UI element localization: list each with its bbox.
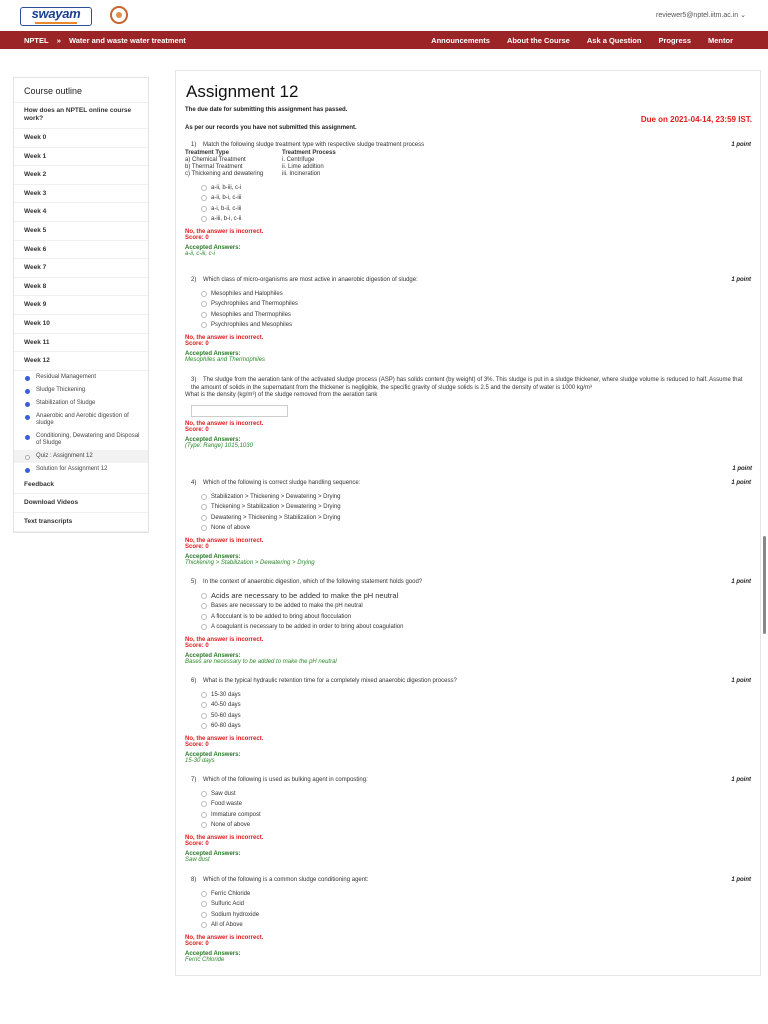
user-menu[interactable]: reviewer5@nptel.iitm.ac.in ⌄ (655, 12, 746, 19)
sidebar-item-week-6[interactable]: Week 6 (14, 241, 148, 260)
answer-option[interactable]: None of above (185, 523, 751, 534)
sidebar-item-week-0[interactable]: Week 0 (14, 129, 148, 148)
question-points: 1 point (731, 480, 751, 486)
question-3 (185, 377, 751, 450)
breadcrumb-course[interactable]: Water and waste water treatment (68, 36, 186, 45)
sidebar-item-week-3[interactable]: Week 3 (14, 185, 148, 204)
answer-option[interactable]: Stabilization > Thickening > Dewatering > Drying (185, 492, 751, 503)
question-points: 1 point (732, 466, 752, 472)
not-submitted-note: As per our records you have not submitted this assignment. (185, 125, 357, 131)
accepted-answers-label: Accepted Answers: (185, 244, 241, 251)
question-points: 1 point (731, 579, 751, 585)
answer-option[interactable]: Sodium hydroxide (185, 910, 751, 921)
incorrect-feedback: No, the answer is incorrect. (185, 228, 264, 235)
nav-links (431, 36, 733, 45)
accepted-answers-label: Accepted Answers: (185, 950, 241, 957)
logo-underline (35, 22, 77, 24)
answer-input[interactable] (191, 405, 288, 417)
answer-option[interactable]: 60-80 days (185, 721, 751, 732)
question-points: 1 point (731, 777, 751, 783)
sidebar-item-week-10[interactable]: Week 10 (14, 315, 148, 334)
incorrect-feedback: No, the answer is incorrect. (185, 636, 264, 643)
score-text: Score: 0 (185, 643, 209, 650)
accepted-answer: Saw dust (185, 857, 210, 864)
accepted-answers-label: Accepted Answers: (185, 850, 241, 857)
sidebar-item-faq[interactable]: How does an NPTEL online course work? (14, 103, 148, 129)
accepted-answer: 15-30 days (185, 758, 215, 765)
incorrect-feedback: No, the answer is incorrect. (185, 834, 264, 841)
score-text: Score: 0 (185, 341, 209, 348)
table-cell: c) Thickening and dewatering (185, 170, 264, 177)
answer-option[interactable]: A coagulant is necessary to be added in order to bring about coagulation (185, 622, 751, 633)
accepted-answers-label: Accepted Answers: (185, 350, 241, 357)
sidebar-item-week-9[interactable]: Week 9 (14, 296, 148, 315)
answer-option[interactable]: a-i, b-ii, c-iii (185, 204, 751, 215)
table-cell: i. Centrifuge (282, 156, 315, 163)
answer-option[interactable]: All of Above (185, 920, 751, 931)
sidebar-item-download-videos[interactable]: Download Videos (14, 494, 148, 513)
sidebar-unit-residual-management[interactable]: Residual Management (14, 371, 148, 384)
answer-option[interactable]: a-ii, b-iii, c-i (185, 183, 751, 194)
answer-option[interactable]: Bases are necessary to be added to make the pH neutral (185, 601, 751, 612)
answer-option[interactable]: 50-60 days (185, 711, 751, 722)
question-4 (185, 480, 751, 567)
accepted-answers-label: Accepted Answers: (185, 553, 241, 560)
answer-option[interactable]: Food waste (185, 799, 751, 810)
question-text: 3) The sludge from the aeration tank of the activated sludge process (ASP) has solids content (by weight) of 3%. This sludge is put in a sludge thickener, where sludge volume is reduced to half. Assume that the amount of solids in the supernatant from the thickener is negligible, the specific gravity of sludge solids is 2.5 and the density of water is 1000 kg/m³ (191, 377, 743, 391)
incorrect-feedback: No, the answer is incorrect. (185, 735, 264, 742)
answer-option[interactable]: a-iii, b-i, c-ii (185, 214, 751, 225)
answer-option[interactable]: Psychrophiles and Mesophiles (185, 320, 751, 331)
accepted-answer: Bases are necessary to be added to make the pH neutral (185, 659, 337, 666)
answer-option[interactable]: Mesophiles and Thermophiles (185, 310, 751, 321)
accepted-answers-label: Accepted Answers: (185, 652, 241, 659)
sidebar-unit-conditioning[interactable]: Conditioning, Dewatering and Disposal of Sludge (14, 430, 148, 450)
due-passed-note: The due date for submitting this assignment has passed. (185, 107, 348, 113)
sidebar-unit-quiz-assignment-12[interactable]: Quiz : Assignment 12 (14, 450, 148, 463)
question-text: 5) In the context of anaerobic digestion, which of the following statement holds good? (191, 579, 423, 585)
nav-progress[interactable]: Progress (658, 36, 691, 45)
question-text: 1) Match the following sludge treatment type with respective sludge treatment process (191, 142, 425, 148)
question-2 (185, 277, 751, 364)
question-text: 2) Which class of micro-organisms are most active in anaerobic digestion of sludge: (191, 277, 418, 283)
accepted-answer: (Type: Range) 1015,1030 (185, 443, 253, 449)
accepted-answer: a-ii, c-iii, c-i (185, 251, 215, 258)
match-table (185, 150, 751, 178)
page-scrollbar[interactable] (763, 536, 766, 634)
score-text: Score: 0 (185, 742, 209, 749)
sidebar-item-week-8[interactable]: Week 8 (14, 278, 148, 297)
answer-option[interactable]: Thickening > Stabilization > Dewatering > Drying (185, 502, 751, 513)
nav-announcements[interactable]: Announcements (431, 36, 490, 45)
question-text: 4) Which of the following is correct sludge handling sequence: (191, 480, 361, 486)
answer-option[interactable]: Dewatering > Thickening > Stabilization > Drying (185, 513, 751, 524)
accepted-answer: Thickening > Stabilization > Dewatering > Drying (185, 560, 315, 567)
sidebar-heading: Course outline (14, 78, 148, 103)
answer-option[interactable]: Immature compost (185, 810, 751, 821)
sidebar-unit-sludge-thickening[interactable]: Sludge Thickening (14, 384, 148, 397)
question-5 (185, 579, 751, 666)
nav-about-course[interactable]: About the Course (506, 36, 570, 45)
score-text: Score: 0 (185, 235, 209, 242)
answer-option[interactable]: Acids are necessary to be added to make the pH neutral (185, 591, 751, 602)
swayam-logo-text: swayam (31, 6, 81, 21)
answer-option[interactable]: 40-50 days (185, 700, 751, 711)
answer-option[interactable]: a-ii, b-i, c-iii (185, 193, 751, 204)
score-text: Score: 0 (185, 544, 209, 551)
sidebar-item-week-4[interactable]: Week 4 (14, 203, 148, 222)
table-header: Treatment Process (282, 149, 336, 156)
breadcrumb (24, 36, 192, 45)
answer-option[interactable]: Ferric Chloride (185, 889, 751, 900)
accepted-answer: Mesophiles and Thermophiles (185, 357, 266, 364)
table-cell: a) Chemical Treatment (185, 156, 246, 163)
answer-option[interactable]: Psychrophiles and Thermophiles (185, 299, 751, 310)
sidebar-item-week-2[interactable]: Week 2 (14, 166, 148, 185)
nav-mentor[interactable]: Mentor (708, 36, 733, 45)
answer-option[interactable]: Mesophiles and Halophiles (185, 289, 751, 300)
sidebar-item-week-1[interactable]: Week 1 (14, 148, 148, 167)
page-title: Assignment 12 (186, 82, 299, 101)
question-points: 1 point (731, 678, 751, 684)
course-navbar (0, 31, 768, 49)
assignment-panel (175, 70, 761, 976)
course-outline-sidebar (13, 77, 149, 533)
score-text: Score: 0 (185, 941, 209, 948)
sidebar-item-week-11[interactable]: Week 11 (14, 334, 148, 353)
accepted-answers-label: Accepted Answers: (185, 751, 241, 758)
sidebar-item-week-12[interactable]: Week 12 (14, 352, 148, 371)
table-cell: iii. Incineration (282, 170, 321, 177)
table-cell: ii. Lime addition (282, 163, 324, 170)
emblem-icon (110, 6, 128, 24)
sidebar-item-week-5[interactable]: Week 5 (14, 222, 148, 241)
question-points: 1 point (731, 877, 751, 883)
score-text: Score: 0 (185, 427, 209, 433)
question-8 (185, 877, 751, 964)
sidebar-unit-stabilization[interactable]: Stabilization of Sludge (14, 397, 148, 410)
sidebar-unit-digestion[interactable]: Anaerobic and Aerobic digestion of sludge (14, 410, 148, 430)
answer-option[interactable]: Sulfuric Acid (185, 899, 751, 910)
sidebar-item-feedback[interactable]: Feedback (14, 476, 148, 495)
sidebar-unit-solution[interactable]: Solution for Assignment 12 (14, 463, 148, 476)
table-cell: b) Thermal Treatment (185, 163, 243, 170)
sidebar-item-week-7[interactable]: Week 7 (14, 259, 148, 278)
answer-option[interactable]: 15-30 days (185, 690, 751, 701)
accepted-answers-label: Accepted Answers: (185, 436, 241, 443)
question-7 (185, 777, 751, 864)
question-subtext: What is the density (kg/m³) of the sludge removed from the aeration tank (185, 392, 378, 398)
question-points: 1 point (731, 142, 751, 148)
breadcrumb-separator: » (56, 36, 61, 45)
incorrect-feedback: No, the answer is incorrect. (185, 334, 264, 341)
incorrect-feedback: No, the answer is incorrect. (185, 537, 264, 544)
answer-option[interactable]: None of above (185, 820, 751, 831)
question-points: 1 point (731, 277, 751, 283)
nav-ask-question[interactable]: Ask a Question (586, 36, 642, 45)
due-date: Due on 2021-04-14, 23:59 IST. (640, 115, 752, 124)
question-text: 7) Which of the following is used as bulking agent in composting: (191, 777, 368, 783)
score-text: Score: 0 (185, 841, 209, 848)
question-6 (185, 678, 751, 765)
swayam-logo[interactable] (20, 7, 92, 26)
answer-option[interactable]: A flocculant is to be added to bring about flocculation (185, 612, 751, 623)
question-text: 8) Which of the following is a common sludge conditioning agent: (191, 877, 369, 883)
incorrect-feedback: No, the answer is incorrect. (185, 420, 264, 427)
question-text: 6) What is the typical hydraulic retention time for a completely mixed anaerobic digestion process? (191, 678, 457, 684)
answer-option[interactable]: Saw dust (185, 789, 751, 800)
accepted-answer: Ferric Chloride (185, 957, 225, 964)
question-1 (185, 142, 751, 258)
incorrect-feedback: No, the answer is incorrect. (185, 934, 264, 941)
breadcrumb-nptel[interactable]: NPTEL (24, 36, 49, 45)
top-header (0, 0, 768, 31)
table-header: Treatment Type (185, 149, 229, 156)
sidebar-item-transcripts[interactable]: Text transcripts (14, 513, 148, 532)
